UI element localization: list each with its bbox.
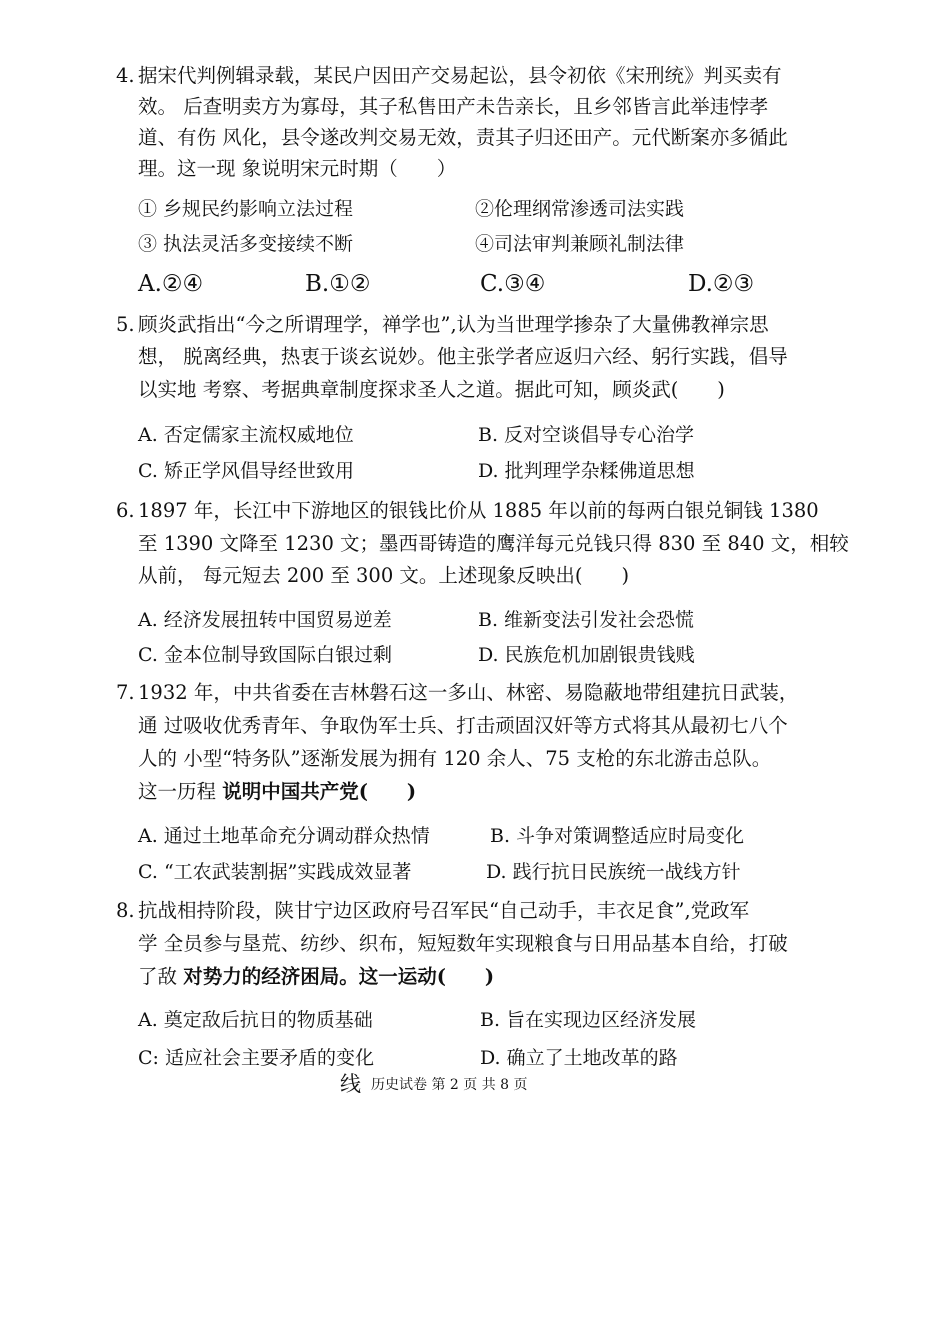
option-b: B. 反对空谈倡导专心治学 <box>478 424 695 446</box>
statement-item: ④司法审判兼顾礼制法律 <box>475 233 685 255</box>
option-a: A. 否定儒家主流权威地位 <box>138 424 354 446</box>
statement-item: ③ 执法灵活多变接续不断 <box>138 233 354 255</box>
option-a: A.②④ <box>138 271 204 297</box>
statement-item: ②伦理纲常渗透司法实践 <box>475 198 685 220</box>
question-text-line: 人的 小型“特务队”逐渐发展为拥有 120 余人、75 支枪的东北游击总队。 <box>138 747 772 770</box>
question-text-line <box>138 962 494 992</box>
option-d: D.②③ <box>688 271 755 297</box>
option-b: B. 旨在实现边区经济发展 <box>480 1009 697 1031</box>
option-a: A. 奠定敌后抗日的物质基础 <box>138 1009 373 1031</box>
page-number-text: 历史试卷 第 2 页 共 8 页 <box>371 1077 528 1093</box>
option-b: B. 斗争对策调整适应时局变化 <box>490 825 745 847</box>
option-b: B. 维新变法引发社会恐慌 <box>478 609 695 631</box>
option-d: D. 民族危机加剧银贵钱贱 <box>478 644 695 666</box>
page-footer <box>340 1074 528 1095</box>
question-number: 7. <box>116 681 135 704</box>
question-text-line: 学 全员参与垦荒、纺纱、织布，短短数年实现粮食与日用品基本自给，打破 <box>138 932 788 955</box>
question-text-line: 据宋代判例辑录载，某民户因田产交易起讼，县令初依《宋刑统》判买卖有 <box>138 64 782 87</box>
question-text-line: 效。 后查明卖方为寡母，其子私售田产未告亲长，且乡邻皆言此举违悖孝 <box>138 95 769 118</box>
question-text-line: 想， 脱离经典，热衷于谈玄说妙。他主张学者应返归六经、躬行实践，倡导 <box>138 345 788 368</box>
question-text-line: 从前， 每元短去 200 至 300 文。上述现象反映出( ) <box>138 564 630 587</box>
option-a: A. 通过土地革命充分调动群众热情 <box>138 825 430 847</box>
question-number: 5. <box>116 313 135 336</box>
option-c: C: 适应社会主要矛盾的变化 <box>138 1047 374 1069</box>
option-c: C.③④ <box>480 271 546 297</box>
question-text-emphasis: 说明中国共产党( ) <box>222 780 417 803</box>
question-text-fragment: 这一历程 <box>138 780 223 803</box>
question-text-line: 以实地 考察、考据典章制度探求圣人之道。据此可知，顾炎武( ) <box>138 378 725 401</box>
question-text-emphasis: 对势力的经济困局。这一运动( ) <box>183 965 495 988</box>
binding-line-mark: 线 <box>340 1072 361 1096</box>
option-d: D. 批判理学杂糅佛道思想 <box>478 460 695 482</box>
question-text-line: 理。这一现 象说明宋元时期（ ） <box>138 157 457 180</box>
option-d: D. 践行抗日民族统一战线方针 <box>486 861 741 883</box>
question-text-line: 至 1390 文降至 1230 文；墨西哥铸造的鹰洋每元兑钱只得 830 至 840 文，相较 <box>138 532 849 555</box>
option-b: B.①② <box>305 271 371 297</box>
option-d: D. 确立了土地改革的路 <box>480 1047 678 1069</box>
question-text-fragment: 了敌 <box>138 965 184 988</box>
option-a: A. 经济发展扭转中国贸易逆差 <box>138 609 392 631</box>
question-text-line: 抗战相持阶段，陕甘宁边区政府号召军民“自己动手，丰衣足食”,党政军 <box>138 899 750 922</box>
option-c: C. “工农武装割据”实践成效显著 <box>138 861 412 883</box>
question-number: 8. <box>116 899 135 922</box>
question-text-line: 通 过吸收优秀青年、争取伪军士兵、打击顽固汉奸等方式将其从最初七八个 <box>138 714 788 737</box>
question-number: 6. <box>116 499 135 522</box>
option-c: C. 矫正学风倡导经世致用 <box>138 460 354 482</box>
question-number: 4. <box>116 64 135 87</box>
option-c: C. 金本位制导致国际白银过剩 <box>138 644 392 666</box>
statement-item: ① 乡规民约影响立法过程 <box>138 198 354 220</box>
question-text-line: 1897 年，长江中下游地区的银钱比价从 1885 年以前的每两白银兑铜钱 1380 <box>138 499 819 522</box>
question-text-line: 1932 年，中共省委在吉林磐石这一多山、林密、易隐蔽地带组建抗日武装， <box>138 681 799 704</box>
question-text-line: 道、有伤 风化，县令遂改判交易无效，责其子归还田产。元代断案亦多循此 <box>138 126 788 149</box>
question-text-line: 顾炎武指出“今之所谓理学，禅学也”,认为当世理学掺杂了大量佛教禅宗思 <box>138 313 769 336</box>
question-text-line <box>138 777 416 807</box>
